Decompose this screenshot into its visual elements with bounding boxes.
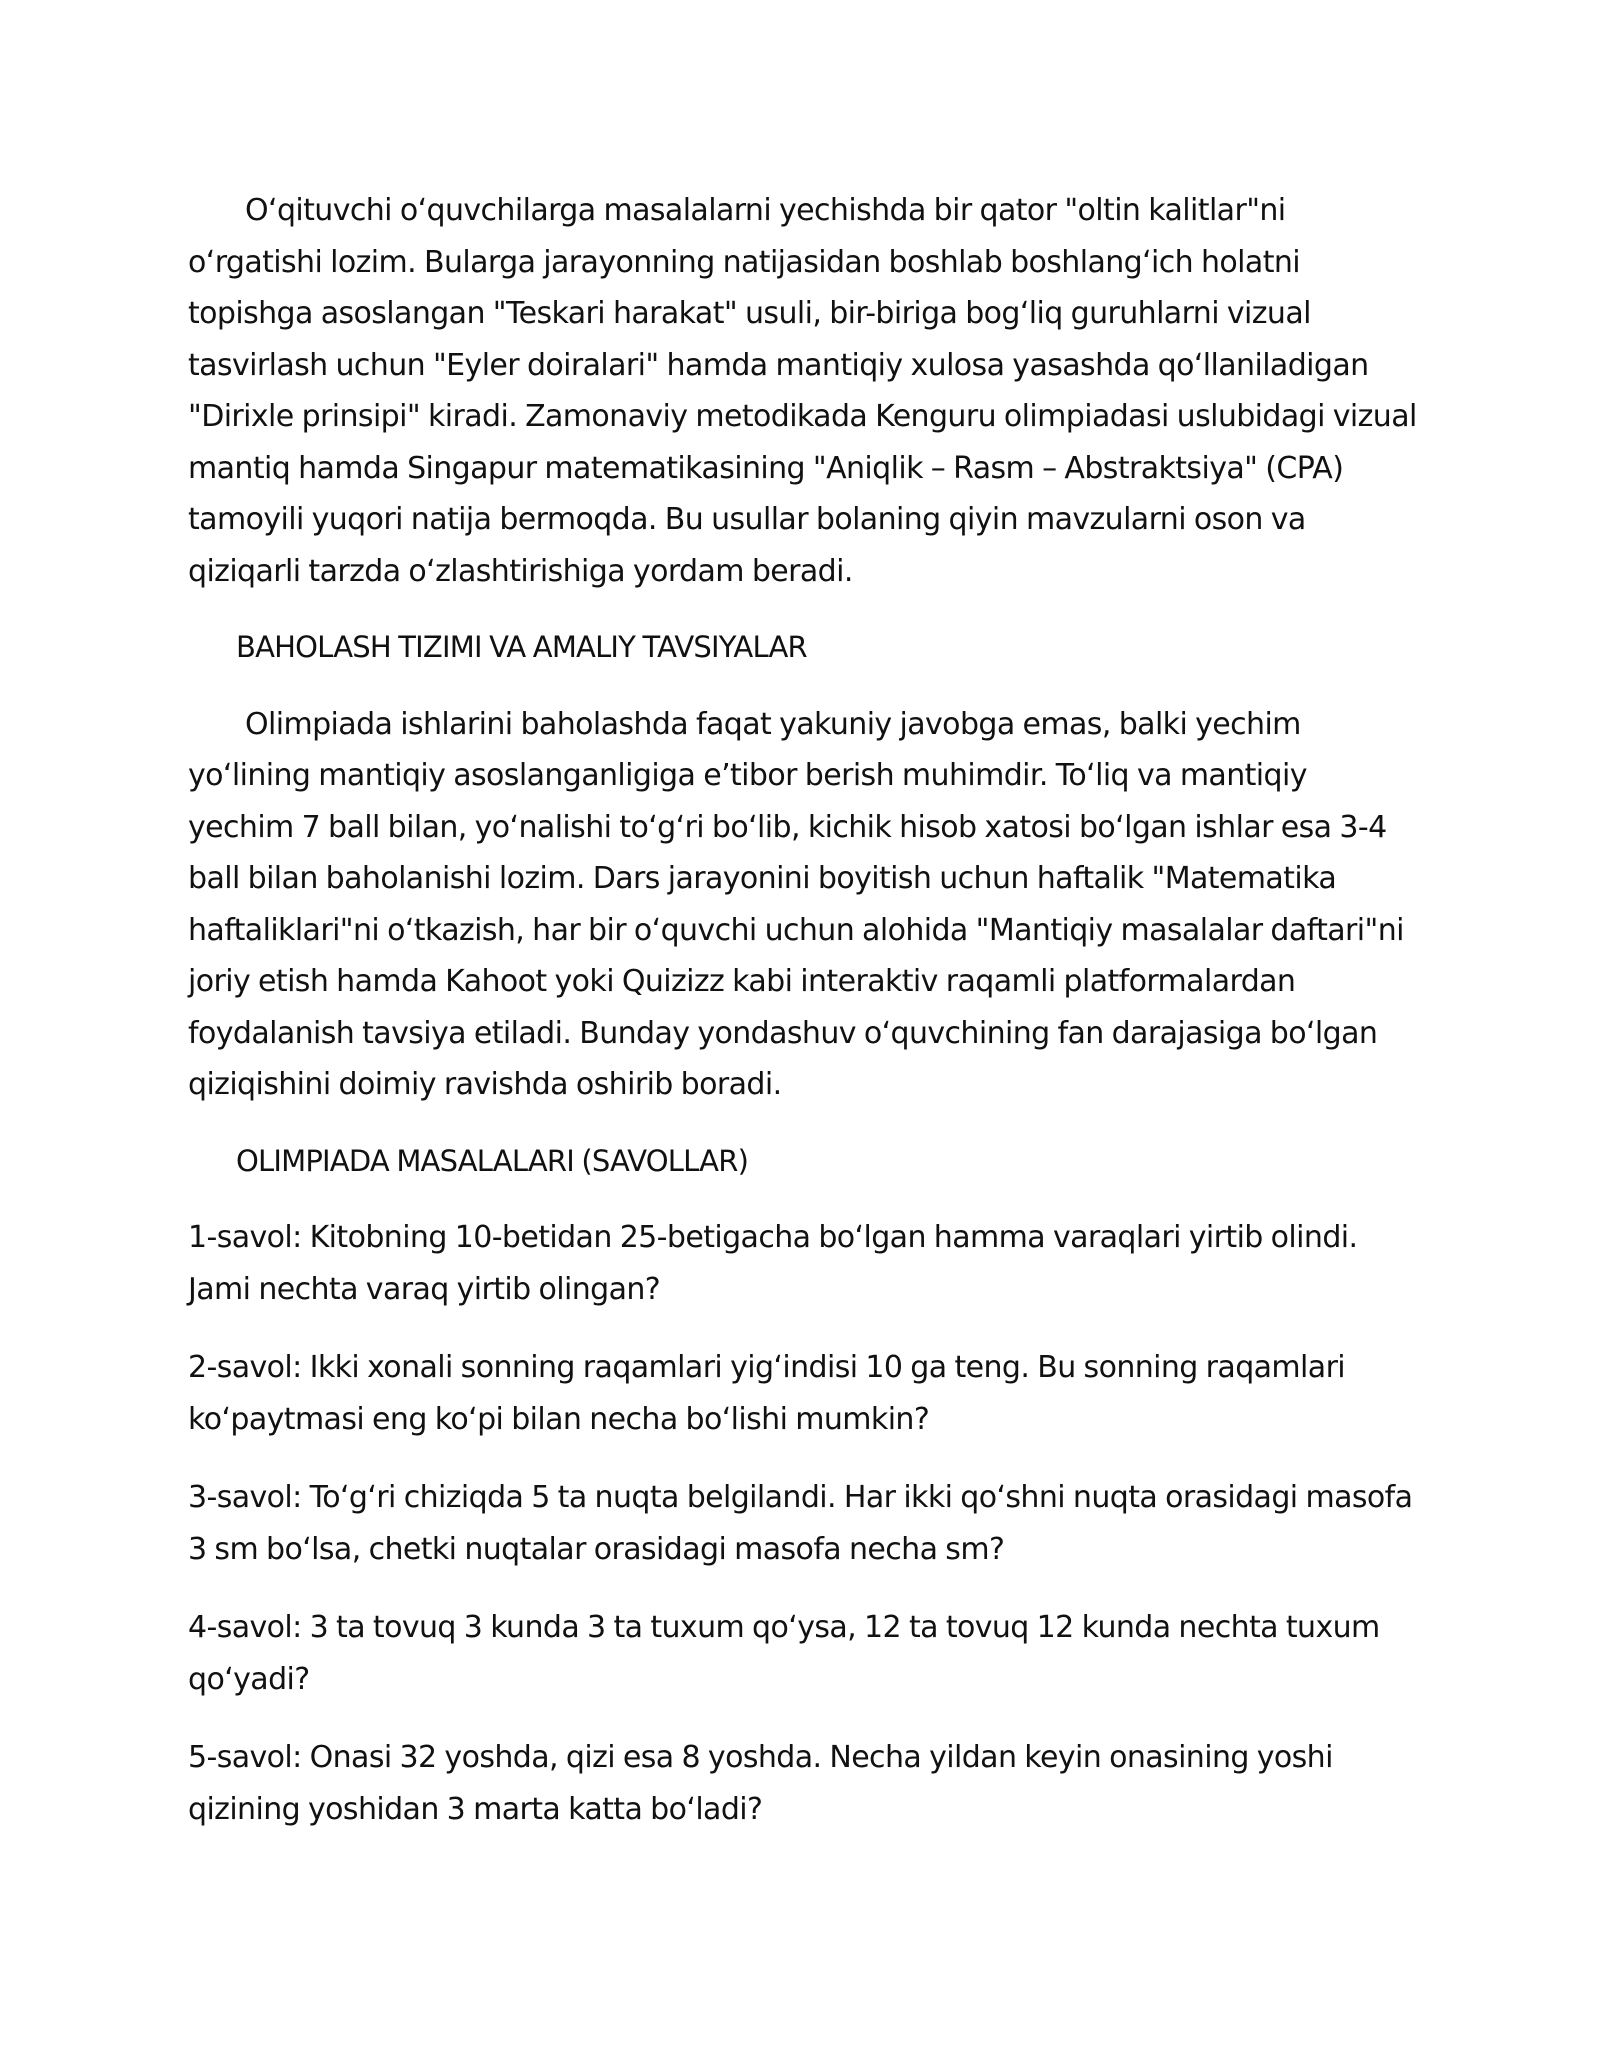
question-3: 3-savol: To‘g‘ri chiziqda 5 ta nuqta belgilandi. Har ikki qo‘shni nuqta orasidagi masofa 3 sm bo‘lsa, chetki nuqtalar orasidagi masofa necha sm? [188, 1480, 1413, 1567]
question-1: 1-savol: Kitobning 10-betidan 25-betigacha bo‘lgan hamma varaqlari yirtib olindi. Jami nechta varaq yirtib olingan? [188, 1220, 1358, 1307]
section-heading-assessment: BAHOLASH TIZIMI VA AMALIY TAVSIYALAR [236, 630, 807, 664]
section-heading-questions: OLIMPIADA MASALALARI (SAVOLLAR) [236, 1143, 749, 1178]
document-body [188, 185, 1420, 1862]
question-5: 5-savol: Onasi 32 yoshda, qizi esa 8 yoshda. Necha yildan keyin onasining yoshi qizining yoshidan 3 marta katta bo‘ladi? [188, 1740, 1333, 1827]
question-4: 4-savol: 3 ta tovuq 3 kunda 3 ta tuxum qo‘ysa, 12 ta tovuq 12 kunda nechta tuxum qo‘yadi? [188, 1610, 1380, 1697]
question-2: 2-savol: Ikki xonali sonning raqamlari yig‘indisi 10 ga teng. Bu sonning raqamlari ko‘paytmasi eng ko‘pi bilan necha bo‘lishi mumkin? [188, 1350, 1346, 1437]
paragraph-methods: O‘qituvchi o‘quvchilarga masalalarni yechishda bir qator "oltin kalitlar"ni o‘rgatishi lozim. Bularga jarayonning natijasidan boshlab boshlang‘ich holatni topishga asoslangan "Teskari harakat" usuli, bir-biriga bog‘liq guruhlarni vizual tasvirlash uchun "Eyler doiralari" hamda mantiqiy xulosa yasashda qo‘llaniladigan "Dirixle prinsipi" kiradi. Zamonaviy metodikada Kenguru olimpiadasi uslubidagi vizual mantiq hamda Singapur matematikasining "Aniqlik – Rasm – Abstraktsiya" (CPA) tamoyili yuqori natija bermoqda. Bu usullar bolaning qiyin mavzularni oson va qiziqarli tarzda o‘zlashtirishiga yordam beradi. [188, 193, 1417, 589]
paragraph-assessment: Olimpiada ishlarini baholashda faqat yakuniy javobga emas, balki yechim yo‘lining mantiqiy asoslanganligiga e’tibor berish muhimdir. To‘liq va mantiqiy yechim 7 ball bilan, yo‘nalishi to‘g‘ri bo‘lib, kichik hisob xatosi bo‘lgan ishlar esa 3-4 ball bilan baholanishi lozim. Dars jarayonini boyitish uchun haftalik "Matematika haftaliklari"ni o‘tkazish, har bir o‘quvchi uchun alohida "Mantiqiy masalalar daftari"ni joriy etish hamda Kahoot yoki Quizizz kabi interaktiv raqamli platformalardan foydalanish tavsiya etiladi. Bunday yondashuv o‘quvchining fan darajasiga bo‘lgan qiziqishini doimiy ravishda oshirib boradi. [188, 706, 1404, 1102]
